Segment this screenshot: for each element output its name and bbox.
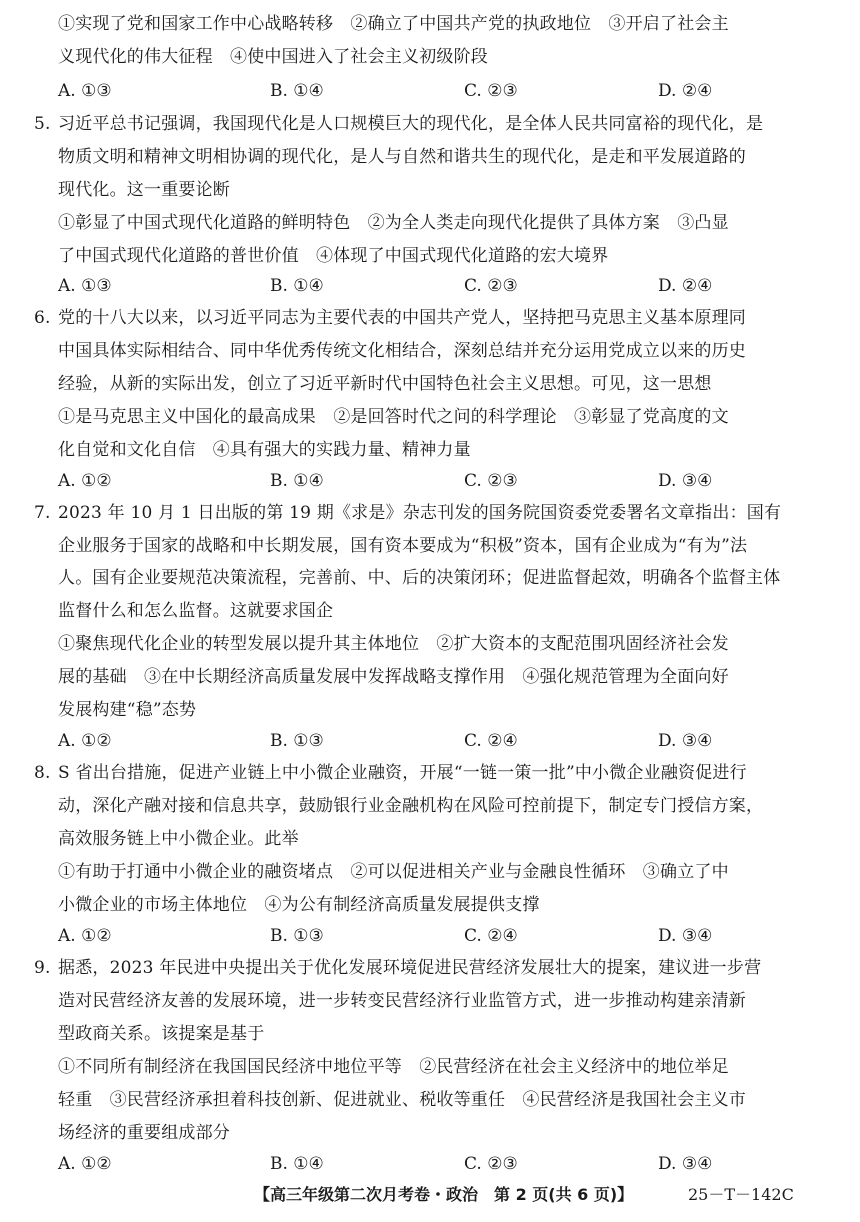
question-6-line: 经验，从新的实际出发，创立了习近平新时代中国特色社会主义思想。可见，这一思想 <box>58 374 712 394</box>
option-a[interactable]: A. ①② <box>58 731 112 751</box>
question-9-line: 型政商关系。该提案是基于 <box>58 1024 265 1044</box>
option-b[interactable]: B. ①④ <box>270 1154 324 1174</box>
question-9-line: 据悉，2023 年民进中央提出关于优化发展环境促进民营经济发展壮大的提案，建议进一步营 <box>58 958 762 978</box>
question-6-line: 党的十八大以来，以习近平同志为主要代表的中国共产党人，坚持把马克思主义基本原理同 <box>58 308 746 328</box>
option-d[interactable]: D. ③④ <box>658 731 713 751</box>
question-6-line: 化自觉和文化自信 ④具有强大的实践力量、精神力量 <box>58 440 471 460</box>
question-8-line: 高效服务链上中小微企业。此举 <box>58 829 299 849</box>
footer-title: 【高三年级第二次月考卷・政治 第 2 页(共 6 页)】 <box>254 1185 634 1204</box>
question-7-line: 企业服务于国家的战略和中长期发展，国有资本要成为“积极”资本，国有企业成为“有为”法 <box>58 536 748 556</box>
option-a[interactable]: A. ①② <box>58 471 112 491</box>
question-7-line: ①聚焦现代化企业的转型发展以提升其主体地位 ②扩大资本的支配范围巩固经济社会发 <box>58 634 729 654</box>
question-number: 5. <box>34 114 51 134</box>
option-c[interactable]: C. ②③ <box>464 471 518 491</box>
option-c[interactable]: C. ②④ <box>464 926 518 946</box>
question-8-line: 动，深化产融对接和信息共享，鼓励银行业金融机构在风险可控前提下，制定专门授信方案， <box>58 796 764 816</box>
option-d[interactable]: D. ②④ <box>658 81 713 101</box>
question-number: 9. <box>34 958 51 978</box>
question-number: 7. <box>34 503 51 523</box>
question-9-line: 轻重 ③民营经济承担着科技创新、促进就业、税收等重任 ④民营经济是我国社会主义市 <box>58 1090 746 1110</box>
option-b[interactable]: B. ①④ <box>270 471 324 491</box>
footer-code: 25－T－142C <box>688 1185 794 1204</box>
option-a[interactable]: A. ①③ <box>58 276 112 296</box>
option-a[interactable]: A. ①③ <box>58 81 112 101</box>
option-b[interactable]: B. ①③ <box>270 731 324 751</box>
question-8-line: S 省出台措施，促进产业链上中小微企业融资，开展“一链一策一批”中小微企业融资促进行 <box>58 763 747 783</box>
question-9-line: 造对民营经济友善的发展环境，进一步转变民营经济行业监管方式，进一步推动构建亲清新 <box>58 991 746 1011</box>
question-7-line: 展的基础 ③在中长期经济高质量发展中发挥战略支撑作用 ④强化规范管理为全面向好 <box>58 667 729 687</box>
option-d[interactable]: D. ②④ <box>658 276 713 296</box>
question-5-line: 现代化。这一重要论断 <box>58 180 230 200</box>
question-9-line: 场经济的重要组成部分 <box>58 1123 230 1143</box>
question-5-line: ①彰显了中国式现代化道路的鲜明特色 ②为全人类走向现代化提供了具体方案 ③凸显 <box>58 213 729 233</box>
question-number: 6. <box>34 308 51 328</box>
question-5-line: 物质文明和精神文明相协调的现代化，是人与自然和谐共生的现代化，是走和平发展道路的 <box>58 147 746 167</box>
option-c[interactable]: C. ②④ <box>464 731 518 751</box>
question-number: 8. <box>34 763 51 783</box>
question-7-line: 2023 年 10 月 1 日出版的第 19 期《求是》杂志刊发的国务院国资委党委署名文章指出：国有 <box>58 503 782 523</box>
option-a[interactable]: A. ①② <box>58 1154 112 1174</box>
question-7-line: 监督什么和怎么监督。这就要求国企 <box>58 601 334 621</box>
question-8-line: 小微企业的市场主体地位 ④为公有制经济高质量发展提供支撑 <box>58 895 540 915</box>
question-5-line: 习近平总书记强调，我国现代化是人口规模巨大的现代化，是全体人民共同富裕的现代化，是 <box>58 114 764 134</box>
option-d[interactable]: D. ③④ <box>658 471 713 491</box>
option-b[interactable]: B. ①④ <box>270 81 324 101</box>
question-9-line: ①不同所有制经济在我国国民经济中地位平等 ②民营经济在社会主义经济中的地位举足 <box>58 1057 729 1077</box>
question-4-line: ①实现了党和国家工作中心战略转移 ②确立了中国共产党的执政地位 ③开启了社会主 <box>58 14 729 34</box>
option-c[interactable]: C. ②③ <box>464 81 518 101</box>
option-c[interactable]: C. ②③ <box>464 276 518 296</box>
option-d[interactable]: D. ③④ <box>658 926 713 946</box>
option-c[interactable]: C. ②③ <box>464 1154 518 1174</box>
question-7-line: 发展构建“稳”态势 <box>58 700 197 720</box>
option-b[interactable]: B. ①④ <box>270 276 324 296</box>
question-7-line: 人。国有企业要规范决策流程，完善前、中、后的决策闭环；促进监督起效，明确各个监督主体 <box>58 568 781 588</box>
option-d[interactable]: D. ③④ <box>658 1154 713 1174</box>
option-b[interactable]: B. ①③ <box>270 926 324 946</box>
question-6-line: 中国具体实际相结合、同中华优秀传统文化相结合，深刻总结并充分运用党成立以来的历史 <box>58 341 746 361</box>
question-4-line: 义现代化的伟大征程 ④使中国进入了社会主义初级阶段 <box>58 47 488 67</box>
option-a[interactable]: A. ①② <box>58 926 112 946</box>
question-6-line: ①是马克思主义中国化的最高成果 ②是回答时代之问的科学理论 ③彰显了党高度的文 <box>58 407 729 427</box>
question-8-line: ①有助于打通中小微企业的融资堵点 ②可以促进相关产业与金融良性循环 ③确立了中 <box>58 862 729 882</box>
question-5-line: 了中国式现代化道路的普世价值 ④体现了中国式现代化道路的宏大境界 <box>58 246 609 266</box>
